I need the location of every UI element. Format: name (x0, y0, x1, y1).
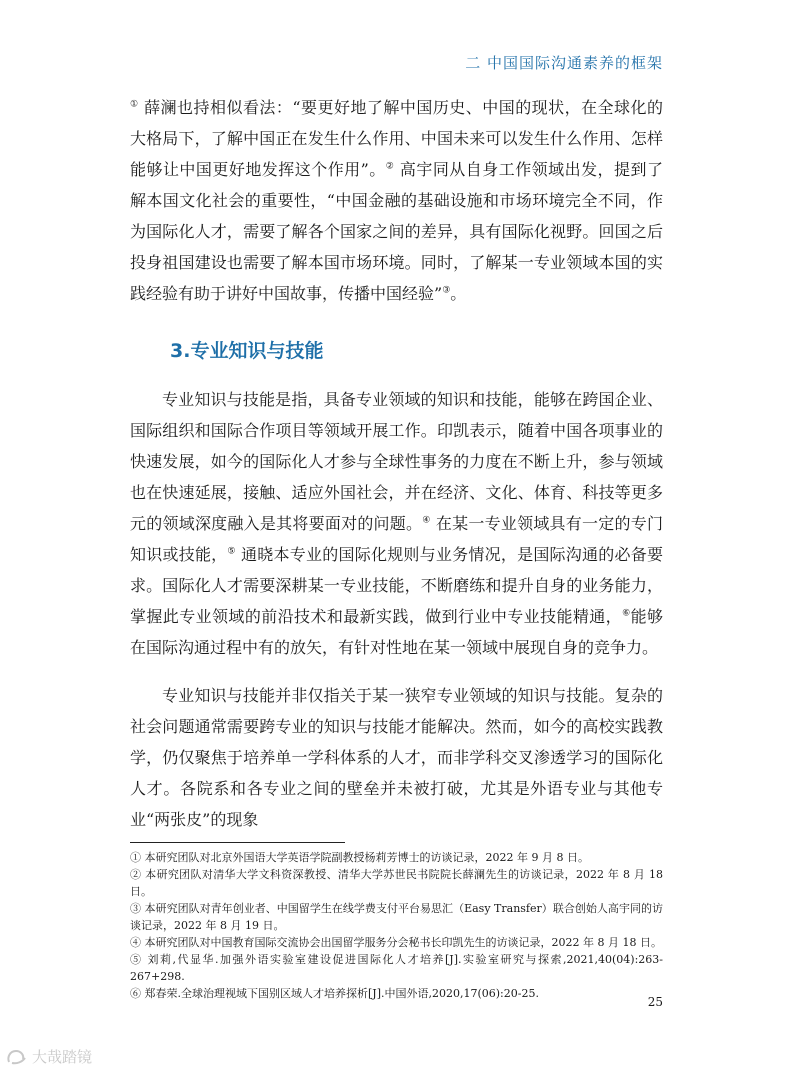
paragraph-2-text-b: 在某一专业领域具有一定的专门知识或技能， (130, 514, 663, 564)
paragraph-2-text-a: 专业知识与技能是指，具备专业领域的知识和技能，能够在跨国企业、国际组织和国际合作项目等领域开展工作。印凯表示，随着中国各项事业的快速发展，如今的国际化人才参与全球性事务的力度在不断上升，参与领域也在快速延展，接触、适应外国社会，并在经济、文化、体育、科技等更多元的领域深度融入是其将要面对的问题。 (130, 390, 663, 533)
page-number: 25 (647, 995, 663, 1009)
footnote-2: ② 本研究团队对清华大学文科资深教授、清华大学苏世民书院院长薛澜先生的访谈记录，2022 年 8 月 18 日。 (130, 868, 663, 898)
paragraph-1-text-c: 。 (450, 284, 467, 303)
paragraph-2 (130, 384, 663, 663)
watermark-text: 大哉踏镜 (32, 1048, 93, 1066)
paragraph-1 (130, 92, 663, 309)
logo-icon (6, 1048, 28, 1066)
footnote-5: ⑤ 刘莉,代显华.加强外语实验室建设促进国际化人才培养[J].实验室研究与探索,2021,40(04):263-267+298. (130, 953, 663, 983)
section-heading: 3.专业知识与技能 (170, 340, 324, 362)
running-header: 二 中国国际沟通素养的框架 (465, 54, 663, 72)
footnote-divider (130, 842, 345, 843)
footnote-ref-6[interactable]: ⑥ (622, 608, 631, 619)
footnote-6: ⑥ 郑春荣.全球治理视域下国别区域人才培养探析[J].中国外语,2020,17(06):20-25. (130, 987, 539, 1000)
paragraph-3: 专业知识与技能并非仅指关于某一狭窄专业领域的知识与技能。复杂的社会问题通常需要跨专业的知识与技能才能解决。然而，如今的高校实践教学，仍仅聚焦于培养单一学科体系的人才，而非学科交叉渗透学习的国际化人才。各院系和各专业之间的壁垒并未被打破，尤其是外语专业与其他专业“两张皮”的现象 (130, 686, 663, 829)
paragraph-1-text-a: 薛澜也持相似看法：“要更好地了解中国历史、中国的现状，在全球化的大格局下，了解中国正在发生什么作用、中国未来可以发生什么作用、怎样能够让中国更好地发挥这个作用”。 (130, 98, 663, 179)
watermark (6, 1046, 92, 1067)
footnote-ref-4[interactable]: ④ (422, 515, 431, 526)
footnote-ref-1[interactable]: ① (130, 99, 139, 110)
footnote-ref-5[interactable]: ⑤ (227, 546, 236, 557)
paragraph-1-text-b: 高宇同从自身工作领域出发，提到了解本国文化社会的重要性，“中国金融的基础设施和市场环境完全不同，作为国际化人才，需要了解各个国家之间的差异，具有国际化视野。回国之后投身祖国建设也需要了解本国市场环境。同时，了解某一专业领域本国的实践经验有助于讲好中国故事，传播中国经验” (130, 160, 663, 303)
paragraph-2-text-c: 通晓本专业的国际化规则与业务情况，是国际沟通的必备要求。国际化人才需要深耕某一专业技能，不断磨练和提升自身的业务能力，掌握此专业领域的前沿技术和最新实践，做到行业中专业技能精通， (130, 545, 663, 626)
footnotes (130, 849, 663, 1002)
footnote-4: ④ 本研究团队对中国教育国际交流协会出国留学服务分会秘书长印凯先生的访谈记录，2022 年 8 月 18 日。 (130, 936, 662, 949)
footnote-ref-2[interactable]: ② (385, 161, 395, 172)
footnote-3: ③ 本研究团队对青年创业者、中国留学生在线学费支付平台易思汇（Easy Transfer）联合创始人高宇同的访谈记录，2022 年 8 月 19 日。 (130, 902, 663, 932)
paragraph-2-text-d: 能够在国际沟通过程中有的放矢，有针对性地在某一领域中展现自身的竞争力。 (130, 607, 663, 657)
footnote-ref-3[interactable]: ③ (442, 285, 451, 296)
footnote-1: ① 本研究团队对北京外国语大学英语学院副教授杨莉芳博士的访谈记录，2022 年 9 月 8 日。 (130, 851, 589, 864)
